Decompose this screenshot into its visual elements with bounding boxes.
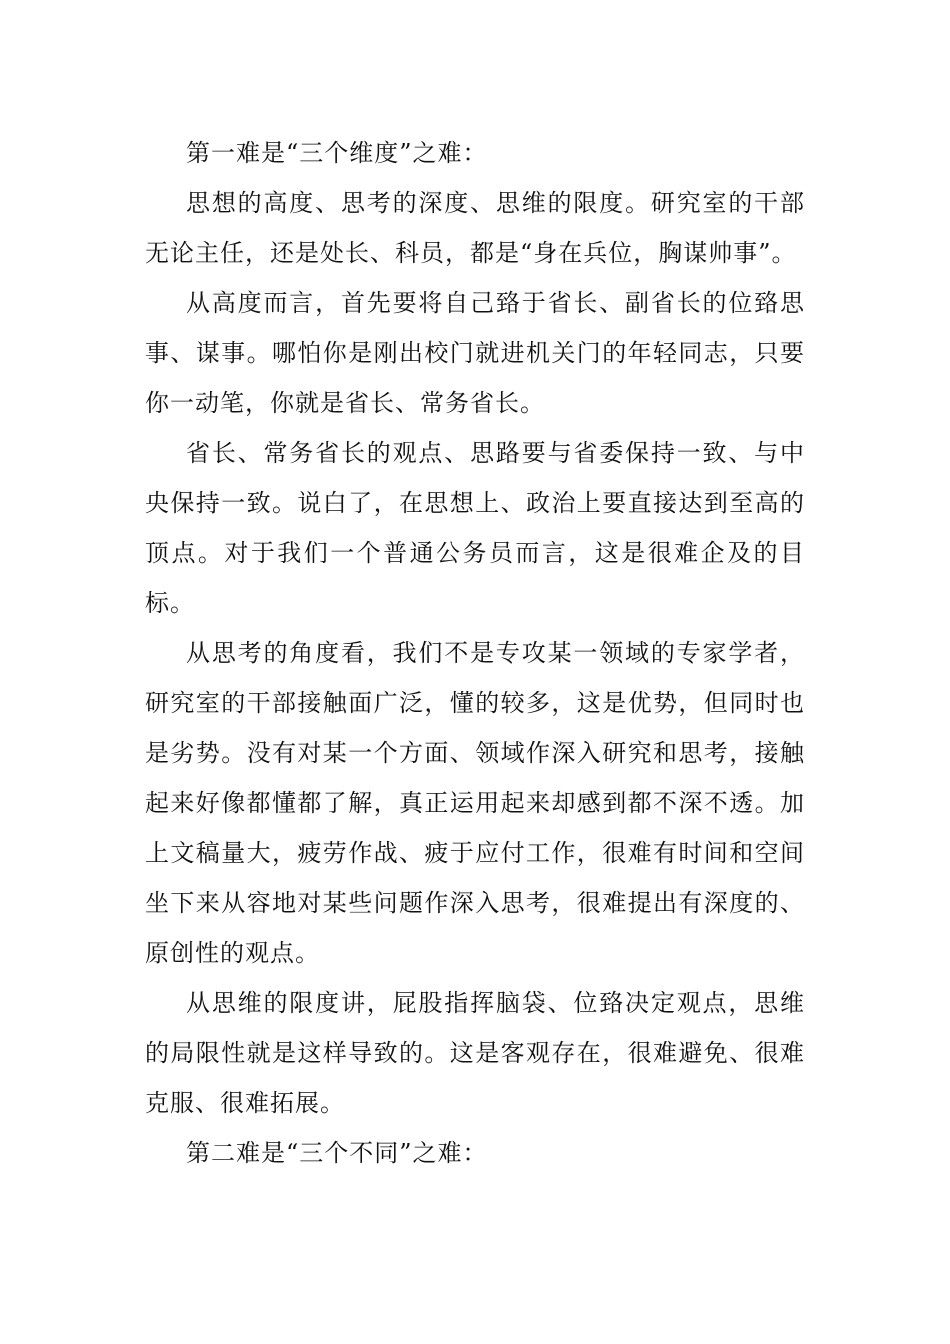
paragraph-5: 从思维的限度讲，屁股指挥脑袋、位臵决定观点，思维的局限性就是这样导致的。这是客观存在，很难避免、很难克服、很难拓展。 bbox=[145, 989, 805, 1117]
paragraph-heading-2: 第二难是“三个不同”之难： bbox=[186, 1139, 488, 1167]
paragraph-4: 从思考的角度看，我们不是专攻某一领域的专家学者，研究室的干部接触面广泛，懂的较多，这是优势，但同时也是劣势。没有对某一个方面、领域作深入研究和思考，接触起来好像都懂都了解，真正运用起来却感到都不深不透。加上文稿量大，疲劳作战、疲于应付工作，很难有时间和空间坐下来从容地对某些问题作深入思考，很难提出有深度的、原创性的观点。 bbox=[145, 639, 805, 967]
paragraph-1: 思想的高度、思考的深度、思维的限度。研究室的干部无论主任，还是处长、科员，都是“身在兵位，胸谋帅事”。 bbox=[145, 189, 805, 267]
paragraph-2: 从高度而言，首先要将自己臵于省长、副省长的位臵思事、谋事。哪怕你是刚出校门就进机关门的年轻同志，只要你一动笔，你就是省长、常务省长。 bbox=[145, 289, 805, 417]
paragraph-3: 省长、常务省长的观点、思路要与省委保持一致、与中央保持一致。说白了，在思想上、政治上要直接达到至高的顶点。对于我们一个普通公务员而言，这是很难企及的目标。 bbox=[145, 439, 805, 617]
document-body bbox=[145, 128, 805, 1178]
paragraph-heading-1: 第一难是“三个维度”之难： bbox=[186, 139, 488, 167]
